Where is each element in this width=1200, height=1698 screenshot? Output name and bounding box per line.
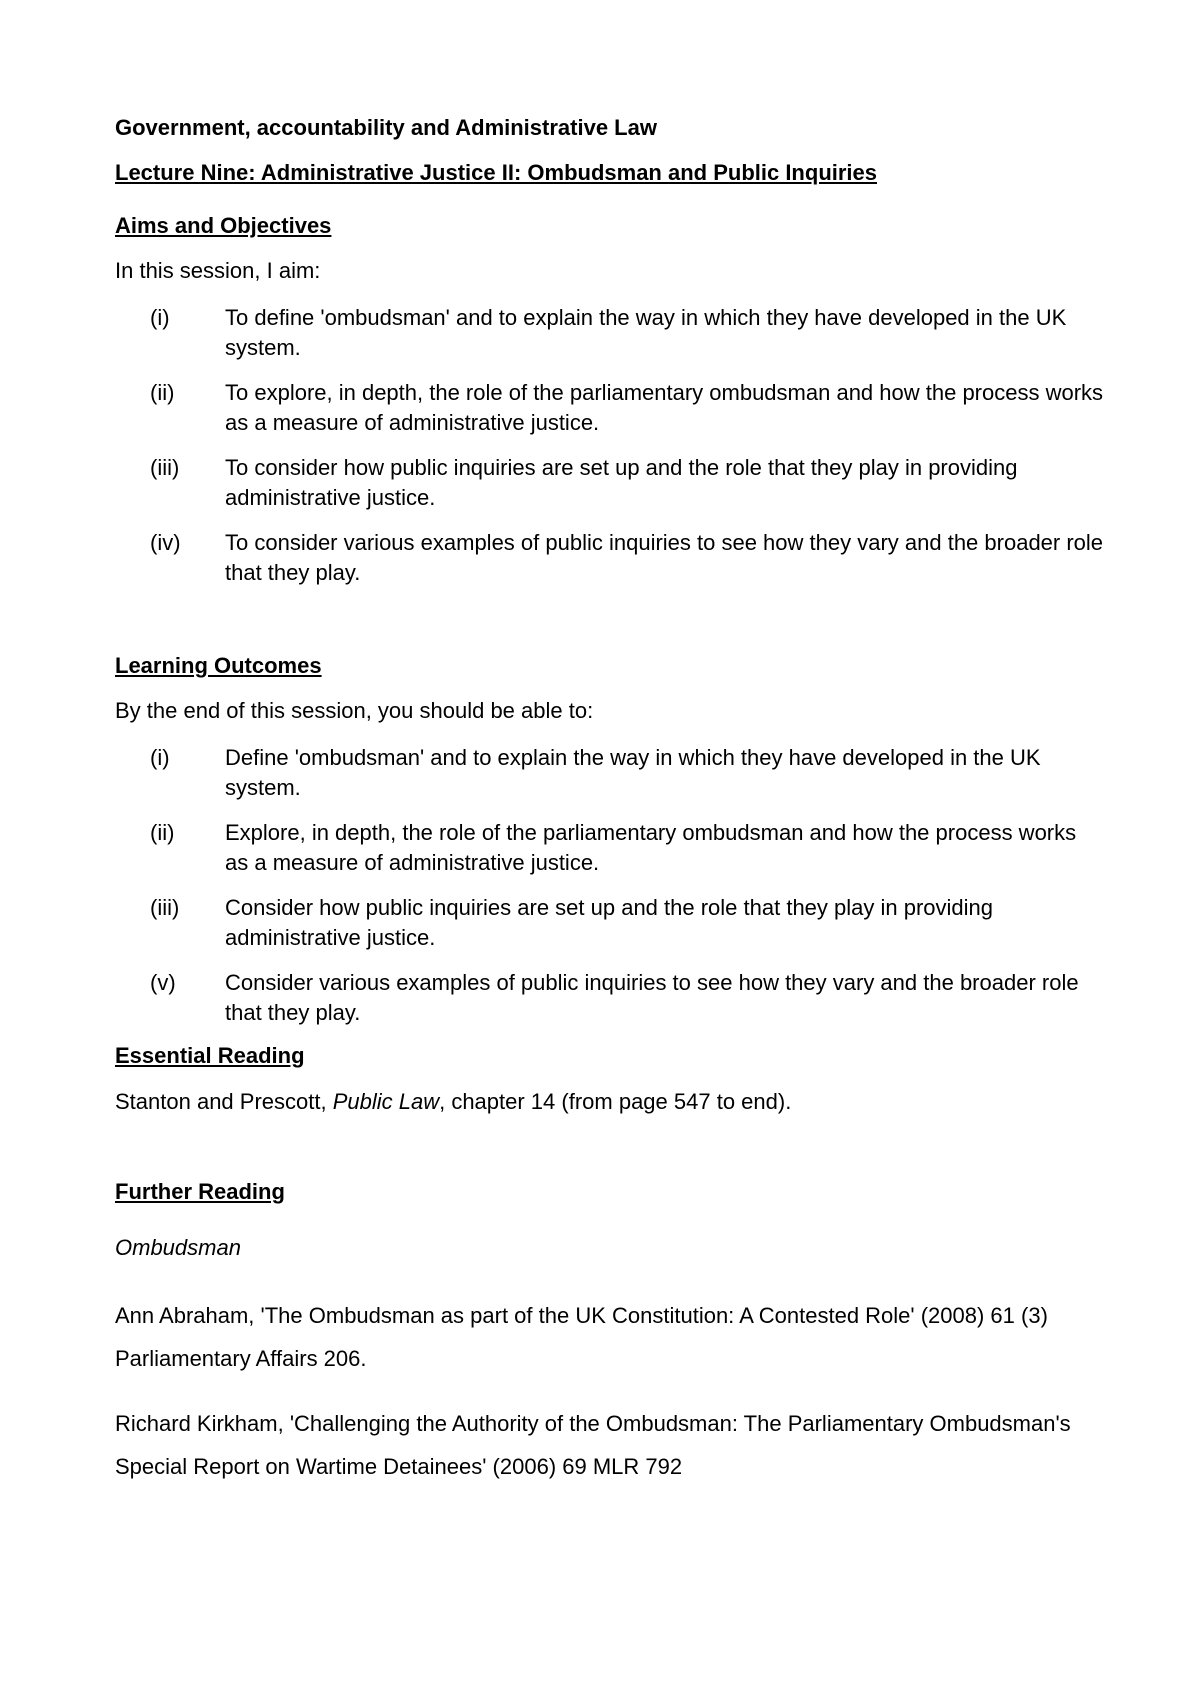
reference-entry: Richard Kirkham, 'Challenging the Authority of the Ombudsman: The Parliamentary Ombudsman's Special Report on Wartime Detainees' (2006) 69 MLR 792 — [115, 1411, 1071, 1479]
essential-reading-pre: Stanton and Prescott, — [115, 1089, 333, 1114]
outcomes-item-number: (ii) — [150, 820, 175, 845]
aims-item-number: (iii) — [150, 455, 180, 480]
aims-item-number: (i) — [150, 305, 170, 330]
further-reading-heading: Further Reading — [115, 1179, 285, 1204]
aims-heading: Aims and Objectives — [115, 213, 332, 238]
course-title: Government, accountability and Administrative Law — [115, 115, 657, 140]
aims-item-text: To consider how public inquiries are set up and the role that they play in providing administrative justice. — [225, 455, 1018, 510]
reference-entry: Ann Abraham, 'The Ombudsman as part of the UK Constitution: A Contested Role' (2008) 61 (3) Parliamentary Affairs 206. — [115, 1303, 1048, 1371]
lecture-title: Lecture Nine: Administrative Justice II: Ombudsman and Public Inquiries — [115, 160, 878, 185]
further-reading-subheading — [115, 1233, 241, 1263]
outcomes-heading: Learning Outcomes — [115, 653, 322, 678]
essential-reading-post: , chapter 14 (from page 547 to end). — [439, 1089, 792, 1114]
outcomes-item-number: (iii) — [150, 895, 180, 920]
aims-item-text: To explore, in depth, the role of the parliamentary ombudsman and how the process works as a measure of administrative justice. — [225, 380, 1104, 435]
outcomes-item-number: (i) — [150, 745, 170, 770]
essential-reading-heading: Essential Reading — [115, 1043, 305, 1068]
aims-intro: In this session, I aim: — [115, 258, 321, 283]
outcomes-item-text: Consider how public inquiries are set up and the role that they play in providing administrative justice. — [225, 895, 994, 950]
outcomes-item-text: Consider various examples of public inquiries to see how they vary and the broader role that they play. — [225, 970, 1079, 1025]
outcomes-item-text: Explore, in depth, the role of the parliamentary ombudsman and how the process works as a measure of administrative justice. — [225, 820, 1077, 875]
aims-item-number: (iv) — [150, 530, 181, 555]
further-reading-subheading-text: Ombudsman — [115, 1235, 241, 1260]
outcomes-intro: By the end of this session, you should be able to: — [115, 698, 594, 723]
aims-item-text: To define 'ombudsman' and to explain the way in which they have developed in the UK system. — [225, 305, 1067, 360]
outcomes-item-number: (v) — [150, 970, 176, 995]
outcomes-item-text: Define 'ombudsman' and to explain the way in which they have developed in the UK system. — [225, 745, 1041, 800]
essential-reading-entry — [115, 1087, 791, 1117]
aims-item-text: To consider various examples of public inquiries to see how they vary and the broader role that they play. — [225, 530, 1104, 585]
essential-reading-book-title: Public Law — [332, 1089, 440, 1114]
aims-item-number: (ii) — [150, 380, 175, 405]
